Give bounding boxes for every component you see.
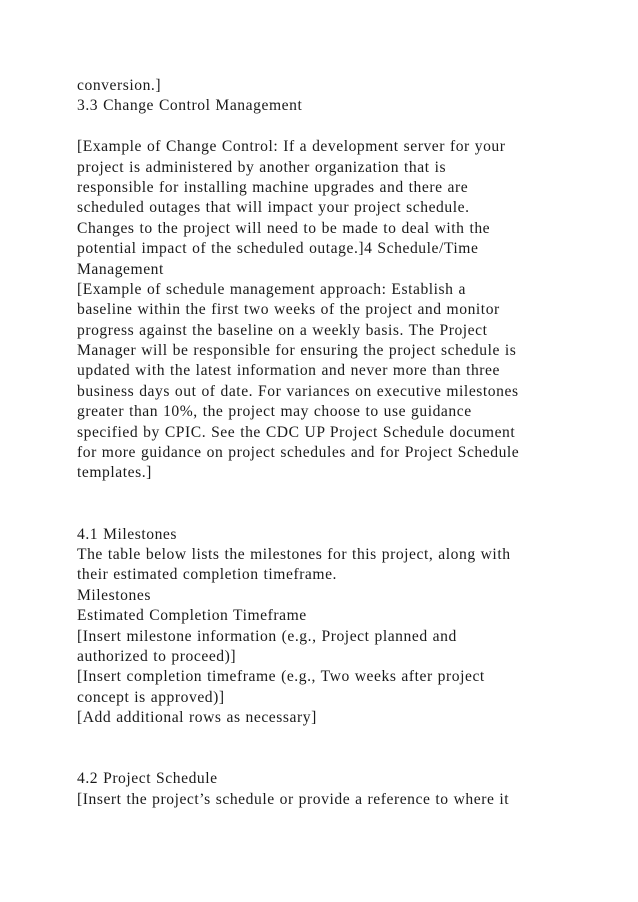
text-line: baseline within the first two weeks of the project and monitor <box>77 301 500 319</box>
blank-line <box>77 729 577 749</box>
table-cell: authorized to proceed)] <box>77 647 237 665</box>
section-heading-milestones: 4.1 Milestones <box>77 525 178 543</box>
text-line: The table below lists the milestones for this project, along with <box>77 545 511 563</box>
blank-line <box>77 484 577 504</box>
text-line: project is administered by another organization that is <box>77 158 447 176</box>
table-cell: [Insert milestone information (e.g., Project planned and <box>77 627 457 645</box>
text-line: [Insert the project’s schedule or provide a reference to where it <box>77 790 510 808</box>
document-body <box>77 76 577 810</box>
table-cell: concept is approved)] <box>77 688 225 706</box>
text-line: Management <box>77 260 164 278</box>
blank-line <box>77 117 577 137</box>
text-line: their estimated completion timeframe. <box>77 566 338 584</box>
text-line: [Example of schedule management approach: Establish a <box>77 280 466 298</box>
text-line: templates.] <box>77 464 152 482</box>
text-line: responsible for installing machine upgrades and there are <box>77 178 469 196</box>
table-header-milestones: Milestones <box>77 586 151 604</box>
section-heading-change-control: 3.3 Change Control Management <box>77 97 303 115</box>
table-header-timeframe: Estimated Completion Timeframe <box>77 607 307 625</box>
text-line: conversion.] <box>77 77 162 94</box>
text-line: Manager will be responsible for ensuring the project schedule is <box>77 342 517 360</box>
text-line: greater than 10%, the project may choose to use guidance <box>77 403 472 421</box>
blank-line <box>77 749 577 769</box>
text-line: business days out of date. For variances on executive milestones <box>77 382 519 400</box>
text-line: updated with the latest information and never more than three <box>77 362 500 380</box>
table-cell: [Add additional rows as necessary] <box>77 709 317 727</box>
text-line: Changes to the project will need to be made to deal with the <box>77 219 491 237</box>
text-line: for more guidance on project schedules and for Project Schedule <box>77 444 520 462</box>
text-line: specified by CPIC. See the CDC UP Project Schedule document <box>77 423 516 441</box>
text-line: progress against the baseline on a weekly basis. The Project <box>77 321 488 339</box>
text-line: potential impact of the scheduled outage.]4 Schedule/Time <box>77 240 479 258</box>
text-line: [Example of Change Control: If a development server for your <box>77 138 506 156</box>
text-line: scheduled outages that will impact your project schedule. <box>77 199 470 217</box>
table-cell: [Insert completion timeframe (e.g., Two weeks after project <box>77 668 485 686</box>
blank-line <box>77 504 577 524</box>
section-heading-project-schedule: 4.2 Project Schedule <box>77 770 218 788</box>
